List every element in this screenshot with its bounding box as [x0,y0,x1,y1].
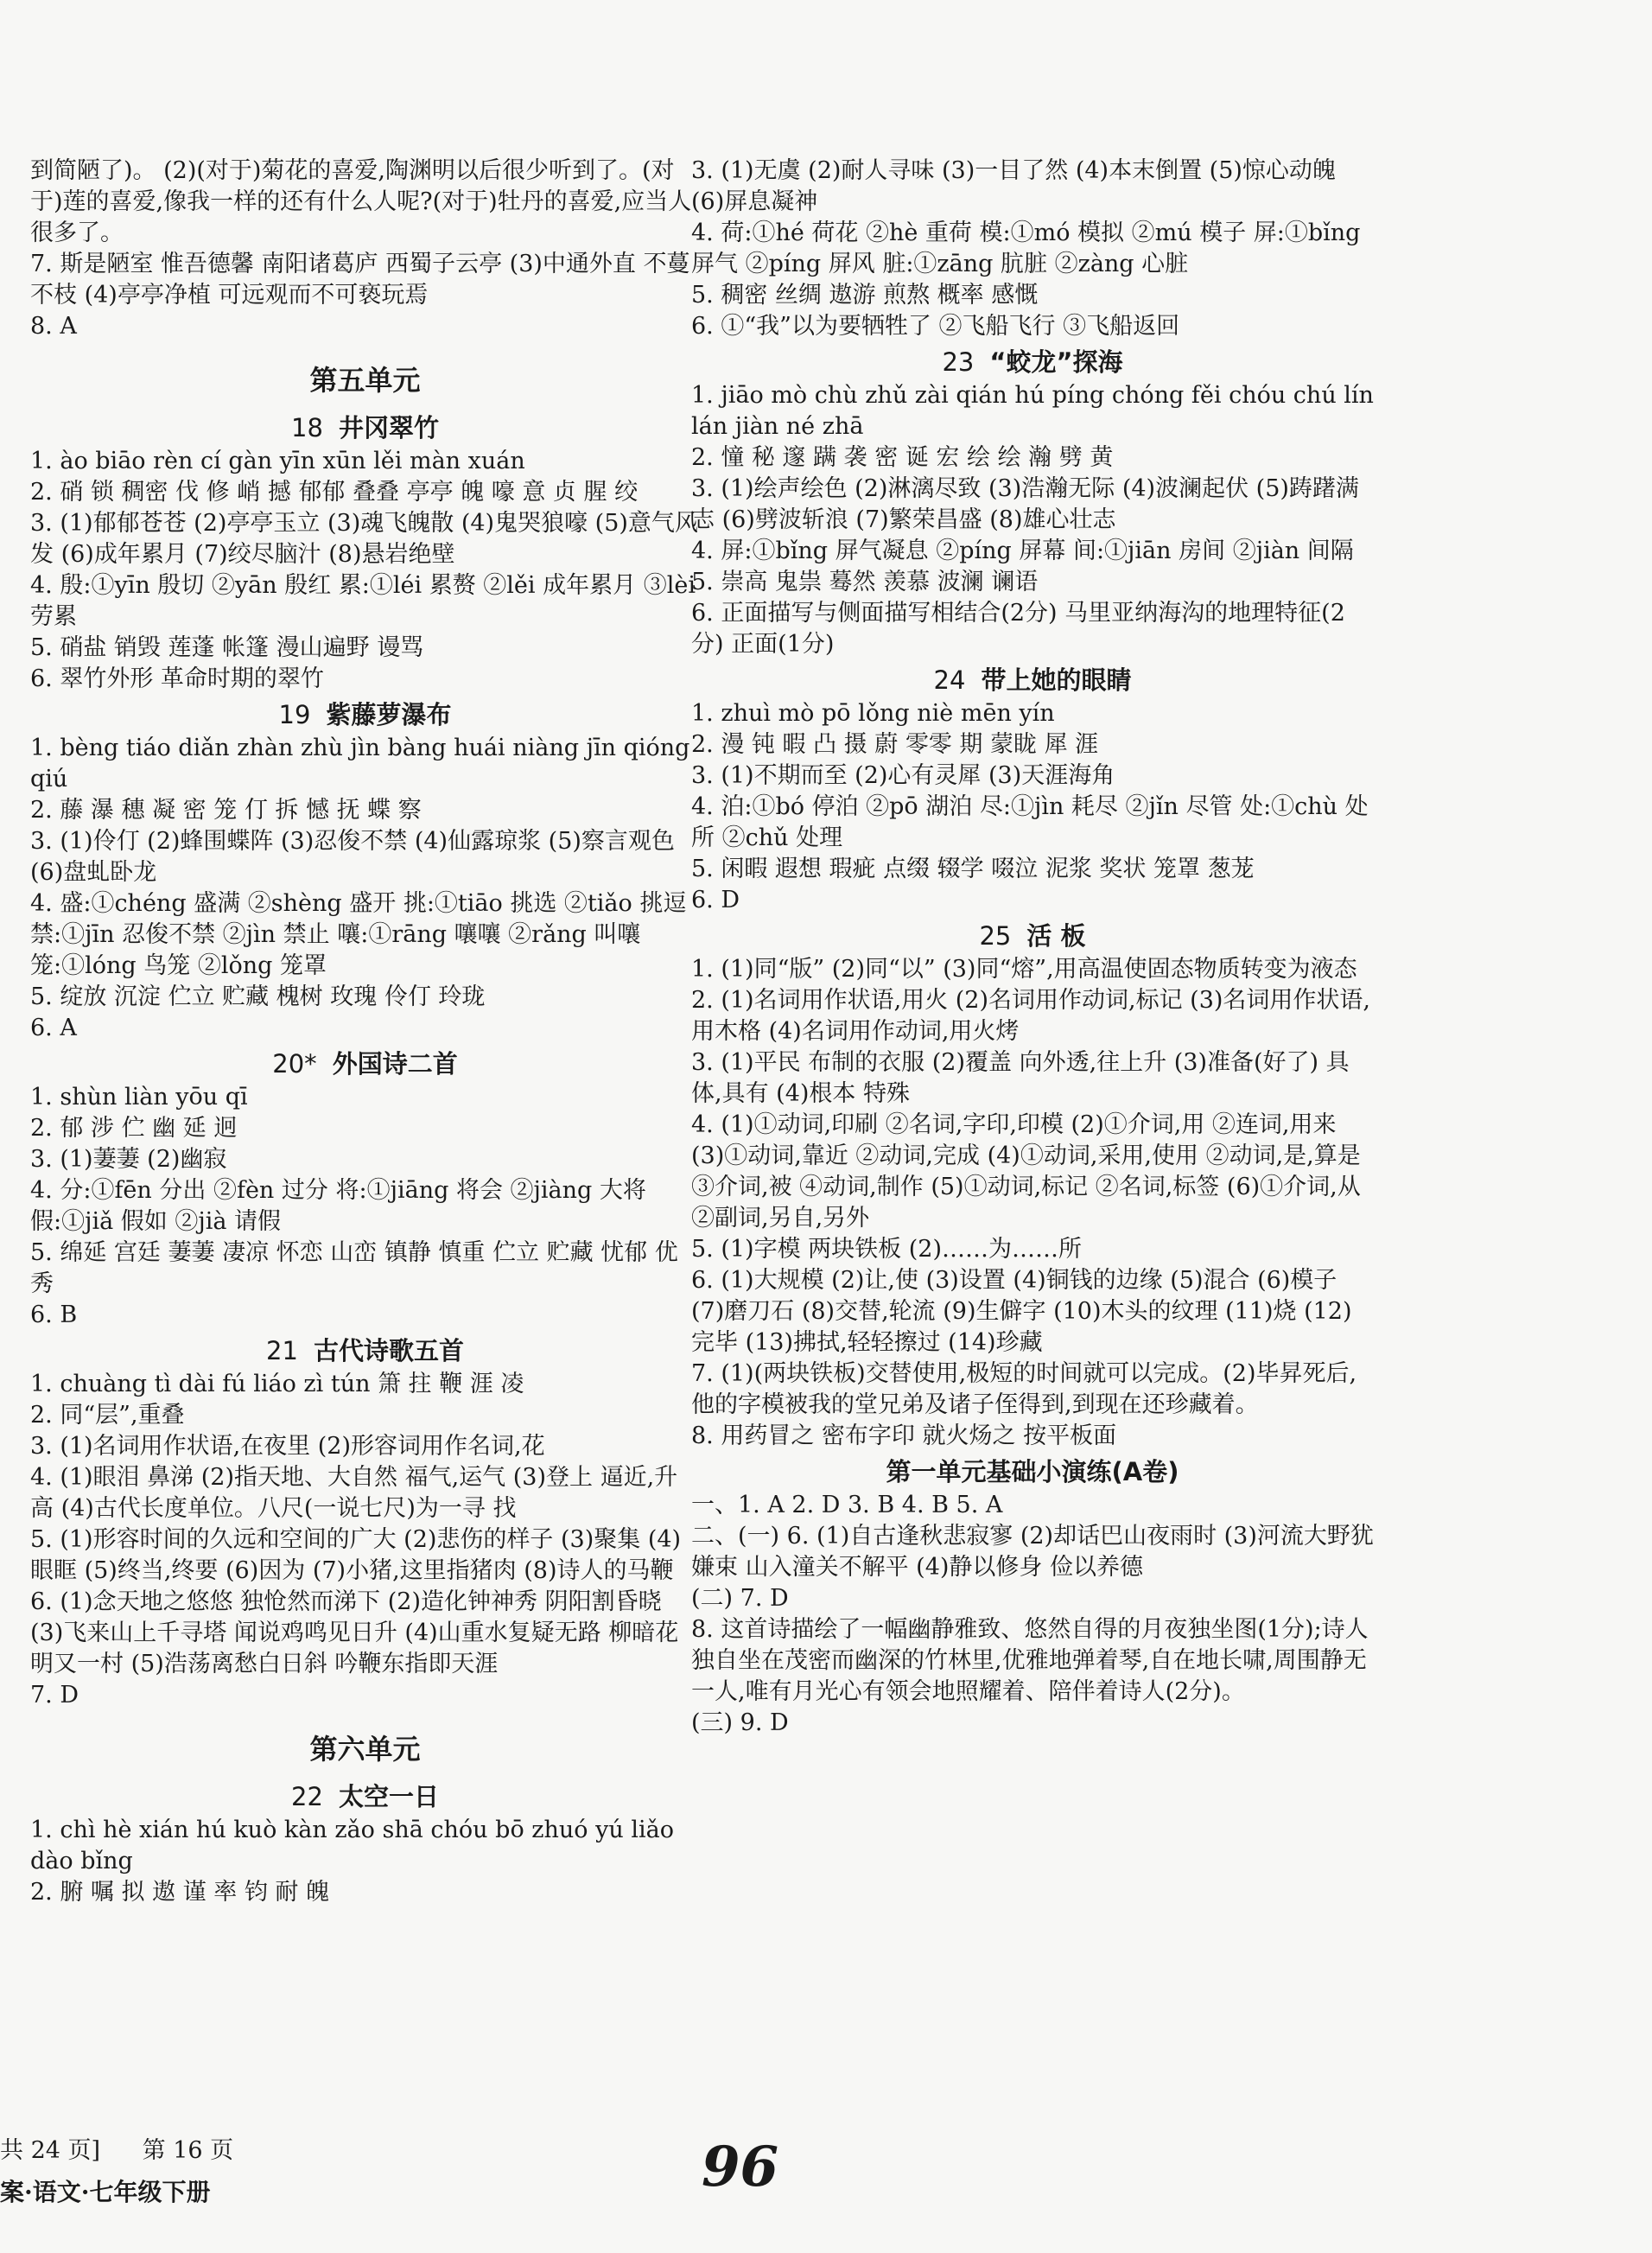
answer-line: (三) 9. D [691,1709,789,1736]
answer-line: 6. 翠竹外形 革命时期的翠竹 [30,665,324,692]
answer-line: 2. 同“层”,重叠 [30,1402,185,1429]
lesson-number: 24 [933,665,966,695]
lesson-title: “蛟龙”探海 [989,347,1123,377]
lesson-heading [691,920,1374,952]
answer-line: 2. 硝 锁 稠密 伐 修 峭 撼 郁郁 叠叠 亭亭 魄 嚎 意 贞 腥 绞 [30,479,639,506]
answer-line: 3. (1)伶仃 (2)蜂围蝶阵 (3)忍俊不禁 (4)仙露琼浆 (5)察言观色 (6)盘虬卧龙 [30,828,675,886]
lesson-title: 紫藤萝瀑布 [326,700,452,729]
answer-line: 4. (1)①动词,印刷 ②名词,字印,印模 (2)①介词,用 ②连词,用来 (3)①动词,靠近 ②动词,完成 (4)①动词,采用,使用 ②动词,是,算是 ③介词,被 ④动词,制作 (5)①动词,标记 ②名词,标签 (6)①介词,从 ②副词,另自,另外 [691,1111,1361,1232]
answer-line: 6. (1)大规模 (2)让,使 (3)设置 (4)铜钱的边缘 (5)混合 (6)模子 (7)磨刀石 (8)交替,轮流 (9)生僻字 (10)木头的纹理 (11)烧 (12)完毕 (13)拂拭,轻轻擦过 (14)珍藏 [691,1267,1352,1356]
lesson-heading [30,1780,700,1813]
answer-line: 2. 漫 钝 暇 凸 摄 蔚 零零 期 蒙眬 犀 涯 [691,731,1099,758]
right-column [691,156,1374,1739]
answer-line: 5. 崇高 鬼祟 蓦然 羡慕 波澜 谰语 [691,569,1039,595]
answer-line: 6. A [30,1015,77,1041]
answer-line: 2. 郁 涉 伫 幽 延 迥 [30,1115,238,1142]
answer-line: 3. (1)平民 布制的衣服 (2)覆盖 向外透,往上升 (3)准备(好了) 具体,具有 (4)根本 特殊 [691,1049,1350,1107]
lesson-title: 古代诗歌五首 [313,1336,464,1365]
answer-line: 3. (1)萋萋 (2)幽寂 [30,1146,227,1173]
answer-line: 1. (1)同“版” (2)同“以” (3)同“熔”,用高温使固态物质转变为液态 [691,956,1357,983]
lesson-heading [30,1334,700,1367]
lesson-title: 活 板 [1026,921,1086,951]
page-number: 96 [702,2135,779,2199]
answer-line: 2. 憧 秘 邃 蹒 袭 密 诞 宏 绘 绘 瀚 劈 黄 [691,444,1114,471]
answer-line: 1. ào biāo rèn cí gàn yīn xūn lěi màn xuán [30,448,525,474]
lesson-number: 20* [272,1049,317,1079]
answer-line: 5. 绽放 沉淀 伫立 贮藏 槐树 玫瑰 伶仃 玲珑 [30,983,486,1010]
lesson-title: 太空一日 [338,1782,439,1811]
answer-line: 8. A [30,313,77,340]
footer-page: 第 16 页 [142,2137,234,2164]
answer-line: 4. (1)眼泪 鼻涕 (2)指天地、大自然 福气,运气 (3)登上 逼近,升高 (4)古代长度单位。八尺(一说七尺)为一寻 找 [30,1464,678,1522]
answer-line: 3. (1)名词用作状语,在夜里 (2)形容词用作名词,花 [30,1433,545,1460]
answer-line: 5. (1)字模 两块铁板 (2)……为……所 [691,1236,1082,1263]
lesson-number: 23 [942,347,975,377]
answer-line: 5. 硝盐 销毁 莲蓬 帐篷 漫山遍野 谩骂 [30,634,424,661]
answer-line: 8. 用药冒之 密布字印 就火炀之 按平板面 [691,1422,1117,1449]
answer-line: 1. chuàng tì dài fú liáo zì tún 箫 拄 鞭 涯 凌 [30,1371,524,1397]
answer-line: 1. chì hè xián hú kuò kàn zǎo shā chóu bō zhuó yú liǎo dào bǐng [30,1817,674,1874]
unit-heading: 第五单元 [309,364,421,397]
answer-line: 4. 泊:①bó 停泊 ②pō 湖泊 尽:①jìn 耗尽 ②jǐn 尽管 处:①chù 处所 ②chǔ 处理 [691,793,1369,851]
answer-line: 2. (1)名词用作状语,用火 (2)名词用作动词,标记 (3)名词用作状语,用木格 (4)名词用作动词,用火烤 [691,987,1370,1045]
answer-line: 6. ①“我”以为要牺牲了 ②飞船飞行 ③飞船返回 [691,313,1180,340]
lesson-title: 外国诗二首 [332,1049,458,1079]
answer-line: 2. 腑 嘱 拟 遨 谨 率 钧 耐 魄 [30,1879,330,1906]
lesson-heading [30,411,700,444]
lesson-heading [30,698,700,731]
lesson-number: 21 [266,1336,298,1365]
answer-line: 4. 屏:①bǐng 屏气凝息 ②píng 屏幕 间:①jiān 房间 ②jiàn 间隔 [691,538,1354,564]
answer-line: 到简陋了)。 (2)(对于)菊花的喜爱,陶渊明以后很少听到了。(对于)莲的喜爱,像我一样的还有什么人呢?(对于)牡丹的喜爱,应当人很多了。 [30,157,692,246]
answer-line: 6. 正面描写与侧面描写相结合(2分) 马里亚纳海沟的地理特征(2分) 正面(1分) [691,600,1345,658]
answer-line: 1. bèng tiáo diǎn zhàn zhù jìn bàng huái niàng jīn qióng qiú [30,735,690,792]
unit-heading: 第六单元 [309,1733,421,1766]
lesson-heading [691,1455,1374,1488]
left-column [30,156,700,1908]
answer-line: 1. zhuì mò pō lǒng niè mēn yín [691,700,1055,727]
lesson-number: 22 [291,1782,323,1811]
footer-book-title: 案·语文·七年级下册 [0,2178,211,2206]
answer-line: 2. 藤 瀑 穗 凝 密 笼 仃 拆 憾 抚 蝶 察 [30,797,422,824]
footer-total: 共 24 页] [0,2137,101,2164]
lesson-heading [691,664,1374,697]
answer-line: 7. D [30,1682,79,1709]
answer-line: 7. (1)(两块铁板)交替使用,极短的时间就可以完成。(2)毕昇死后,他的字模被我的堂兄弟及诸子侄得到,到现在还珍藏着。 [691,1360,1357,1418]
answer-line: 4. 分:①fēn 分出 ②fèn 过分 将:①jiāng 将会 ②jiàng 大将 假:①jiǎ 假如 ②jià 请假 [30,1177,646,1235]
lesson-title: 第一单元基础小演练(A卷) [886,1457,1179,1486]
lesson-title: 带上她的眼睛 [981,665,1132,695]
answer-line: 5. 绵延 宫廷 萋萋 凄凉 怀恋 山峦 镇静 慎重 伫立 贮藏 忧郁 优秀 [30,1239,678,1297]
answer-line: 4. 盛:①chéng 盛满 ②shèng 盛开 挑:①tiāo 挑选 ②tiǎo 挑逗 禁:①jīn 忍俊不禁 ②jìn 禁止 嚷:①rāng 嚷嚷 ②rǎng 叫嚷 笼:①lóng 鸟笼 ②lǒng 笼罩 [30,890,687,979]
answer-line: 4. 殷:①yīn 殷切 ②yān 殷红 累:①léi 累赘 ②lěi 成年累月 ③lèi 劳累 [30,572,696,630]
answer-line: 一、1. A 2. D 3. B 4. B 5. A [691,1492,1003,1518]
answer-line: (二) 7. D [691,1585,789,1612]
answer-line: 6. D [691,887,740,913]
answer-line: 3. (1)绘声绘色 (2)淋漓尽致 (3)浩瀚无际 (4)波澜起伏 (5)踌躇满志 (6)劈波斩浪 (7)繁荣昌盛 (8)雄心壮志 [691,475,1359,533]
answer-line: 6. (1)念天地之悠悠 独怆然而涕下 (2)造化钟神秀 阴阳割昏晓 (3)飞来山上千寻塔 闻说鸡鸣见日升 (4)山重水复疑无路 柳暗花明又一村 (5)浩荡离愁白日斜 吟鞭东指即天涯 [30,1588,679,1677]
answer-line: 8. 这首诗描绘了一幅幽静雅致、悠然自得的月夜独坐图(1分);诗人独自坐在茂密而幽深的竹林里,优雅地弹着琴,自在地长啸,周围静无一人,唯有月光心有领会地照耀着、陪伴着诗人(2分)。 [691,1616,1369,1705]
answer-line: 5. 稠密 丝绸 遨游 煎熬 概率 感慨 [691,282,1039,309]
answer-line: 3. (1)郁郁苍苍 (2)亭亭玉立 (3)魂飞魄散 (4)鬼哭狼嚎 (5)意气风发 (6)成年累月 (7)绞尽脑汁 (8)悬岩绝壁 [30,510,698,568]
lesson-heading [30,1047,700,1080]
lesson-title: 井冈翠竹 [338,413,439,442]
answer-line: 二、(一) 6. (1)自古逢秋悲寂寥 (2)却话巴山夜雨时 (3)河流大野犹嫌束 山入潼关不解平 (4)静以修身 俭以养德 [691,1523,1374,1581]
answer-line: 6. B [30,1302,78,1328]
lesson-number: 25 [979,921,1012,951]
answer-line: 1. jiāo mò chù zhǔ zài qián hú píng chóng fěi chóu chú lín lán jiàn né zhā [691,382,1374,440]
lesson-heading [691,346,1374,379]
answer-line: 1. shùn liàn yōu qī [30,1084,248,1111]
lesson-number: 19 [278,700,311,729]
lesson-number: 18 [291,413,323,442]
answer-line: 4. 荷:①hé 荷花 ②hè 重荷 模:①mó 模拟 ②mú 模子 屏:①bǐng 屏气 ②píng 屏风 脏:①zāng 肮脏 ②zàng 心脏 [691,220,1361,277]
answer-line: 5. (1)形容时间的久远和空间的广大 (2)悲伤的样子 (3)聚集 (4)眼眶 (5)终当,终要 (6)因为 (7)小猪,这里指猪肉 (8)诗人的马鞭 [30,1526,682,1584]
answer-line: 7. 斯是陋室 惟吾德馨 南阳诸葛庐 西蜀子云亭 (3)中通外直 不蔓不枝 (4)亭亭净植 可远观而不可亵玩焉 [30,251,690,309]
footer-page-count [0,2136,233,2166]
answer-line: 3. (1)无虞 (2)耐人寻味 (3)一目了然 (4)本末倒置 (5)惊心动魄 (6)屏息凝神 [691,157,1336,215]
answer-line: 3. (1)不期而至 (2)心有灵犀 (3)天涯海角 [691,762,1115,789]
answer-line: 5. 闲暇 遐想 瑕疵 点缀 辍学 啜泣 泥浆 奖状 笼罩 葱茏 [691,856,1255,882]
